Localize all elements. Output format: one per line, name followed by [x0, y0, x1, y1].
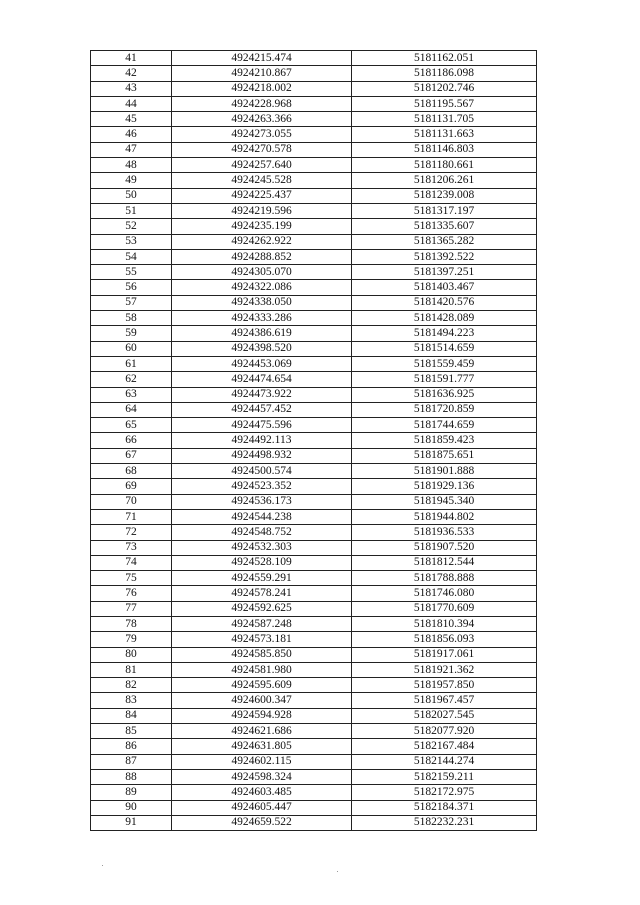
point-number-cell: 43 — [91, 81, 172, 96]
point-number-cell: 79 — [91, 632, 172, 647]
table-row — [91, 66, 537, 81]
x-coordinate-cell: 4924532.303 — [172, 540, 352, 555]
y-coordinate-cell: 5181131.705 — [352, 112, 537, 127]
y-coordinate-cell: 5182159.211 — [352, 769, 537, 784]
table-row — [91, 739, 537, 754]
point-number-cell: 91 — [91, 815, 172, 830]
y-coordinate-cell: 5182232.231 — [352, 815, 537, 830]
x-coordinate-cell: 4924492.113 — [172, 433, 352, 448]
point-number-cell: 85 — [91, 724, 172, 739]
table-row — [91, 448, 537, 463]
x-coordinate-cell: 4924548.752 — [172, 525, 352, 540]
table-row — [91, 188, 537, 203]
y-coordinate-cell: 5181967.457 — [352, 693, 537, 708]
point-number-cell: 64 — [91, 402, 172, 417]
point-number-cell: 90 — [91, 800, 172, 815]
table-row — [91, 295, 537, 310]
x-coordinate-cell: 4924398.520 — [172, 341, 352, 356]
y-coordinate-cell: 5181202.746 — [352, 81, 537, 96]
point-number-cell: 41 — [91, 51, 172, 66]
point-number-cell: 70 — [91, 494, 172, 509]
table-row — [91, 311, 537, 326]
x-coordinate-cell: 4924322.086 — [172, 280, 352, 295]
y-coordinate-cell: 5182077.920 — [352, 724, 537, 739]
point-number-cell: 44 — [91, 96, 172, 111]
point-number-cell: 75 — [91, 571, 172, 586]
x-coordinate-cell: 4924228.968 — [172, 96, 352, 111]
point-number-cell: 51 — [91, 203, 172, 218]
x-coordinate-cell: 4924595.609 — [172, 678, 352, 693]
y-coordinate-cell: 5181365.282 — [352, 234, 537, 249]
x-coordinate-cell: 4924659.522 — [172, 815, 352, 830]
point-number-cell: 87 — [91, 754, 172, 769]
y-coordinate-cell: 5181559.459 — [352, 356, 537, 371]
y-coordinate-cell: 5182172.975 — [352, 785, 537, 800]
point-number-cell: 84 — [91, 708, 172, 723]
table-row — [91, 632, 537, 647]
y-coordinate-cell: 5181957.850 — [352, 678, 537, 693]
x-coordinate-cell: 4924559.291 — [172, 571, 352, 586]
point-number-cell: 47 — [91, 142, 172, 157]
table-row — [91, 142, 537, 157]
x-coordinate-cell: 4924257.640 — [172, 158, 352, 173]
x-coordinate-cell: 4924333.286 — [172, 311, 352, 326]
x-coordinate-cell: 4924573.181 — [172, 632, 352, 647]
scan-speck — [337, 871, 338, 872]
table-row — [91, 418, 537, 433]
table-row — [91, 464, 537, 479]
y-coordinate-cell: 5181335.607 — [352, 219, 537, 234]
x-coordinate-cell: 4924475.596 — [172, 418, 352, 433]
y-coordinate-cell: 5181856.093 — [352, 632, 537, 647]
x-coordinate-cell: 4924235.199 — [172, 219, 352, 234]
table-row — [91, 647, 537, 662]
x-coordinate-cell: 4924453.069 — [172, 356, 352, 371]
y-coordinate-cell: 5181936.533 — [352, 525, 537, 540]
y-coordinate-cell: 5181944.802 — [352, 509, 537, 524]
y-coordinate-cell: 5181810.394 — [352, 616, 537, 631]
x-coordinate-cell: 4924473.922 — [172, 387, 352, 402]
x-coordinate-cell: 4924245.528 — [172, 173, 352, 188]
point-number-cell: 69 — [91, 479, 172, 494]
table-row — [91, 433, 537, 448]
y-coordinate-cell: 5181929.136 — [352, 479, 537, 494]
x-coordinate-cell: 4924578.241 — [172, 586, 352, 601]
y-coordinate-cell: 5181591.777 — [352, 372, 537, 387]
y-coordinate-cell: 5181131.663 — [352, 127, 537, 142]
y-coordinate-cell: 5181744.659 — [352, 418, 537, 433]
point-number-cell: 72 — [91, 525, 172, 540]
y-coordinate-cell: 5181720.859 — [352, 402, 537, 417]
y-coordinate-cell: 5181195.567 — [352, 96, 537, 111]
x-coordinate-cell: 4924605.447 — [172, 800, 352, 815]
y-coordinate-cell: 5181636.925 — [352, 387, 537, 402]
y-coordinate-cell: 5181945.340 — [352, 494, 537, 509]
table-row — [91, 678, 537, 693]
table-row — [91, 356, 537, 371]
table-row — [91, 265, 537, 280]
point-number-cell: 66 — [91, 433, 172, 448]
coordinates-table-body — [91, 51, 537, 831]
y-coordinate-cell: 5181901.888 — [352, 464, 537, 479]
point-number-cell: 57 — [91, 295, 172, 310]
x-coordinate-cell: 4924263.366 — [172, 112, 352, 127]
point-number-cell: 59 — [91, 326, 172, 341]
point-number-cell: 42 — [91, 66, 172, 81]
y-coordinate-cell: 5181859.423 — [352, 433, 537, 448]
table-row — [91, 785, 537, 800]
x-coordinate-cell: 4924621.686 — [172, 724, 352, 739]
table-row — [91, 555, 537, 570]
point-number-cell: 55 — [91, 265, 172, 280]
x-coordinate-cell: 4924219.596 — [172, 203, 352, 218]
x-coordinate-cell: 4924587.248 — [172, 616, 352, 631]
x-coordinate-cell: 4924338.050 — [172, 295, 352, 310]
x-coordinate-cell: 4924598.324 — [172, 769, 352, 784]
x-coordinate-cell: 4924536.173 — [172, 494, 352, 509]
x-coordinate-cell: 4924288.852 — [172, 249, 352, 264]
table-row — [91, 571, 537, 586]
y-coordinate-cell: 5182184.371 — [352, 800, 537, 815]
y-coordinate-cell: 5181907.520 — [352, 540, 537, 555]
point-number-cell: 54 — [91, 249, 172, 264]
y-coordinate-cell: 5181494.223 — [352, 326, 537, 341]
point-number-cell: 76 — [91, 586, 172, 601]
x-coordinate-cell: 4924270.578 — [172, 142, 352, 157]
point-number-cell: 65 — [91, 418, 172, 433]
table-row — [91, 616, 537, 631]
x-coordinate-cell: 4924457.452 — [172, 402, 352, 417]
table-row — [91, 51, 537, 66]
y-coordinate-cell: 5181788.888 — [352, 571, 537, 586]
y-coordinate-cell: 5181392.522 — [352, 249, 537, 264]
x-coordinate-cell: 4924581.980 — [172, 662, 352, 677]
x-coordinate-cell: 4924528.109 — [172, 555, 352, 570]
table-row — [91, 769, 537, 784]
x-coordinate-cell: 4924225.437 — [172, 188, 352, 203]
y-coordinate-cell: 5181812.544 — [352, 555, 537, 570]
x-coordinate-cell: 4924585.850 — [172, 647, 352, 662]
table-row — [91, 815, 537, 830]
y-coordinate-cell: 5181317.197 — [352, 203, 537, 218]
table-row — [91, 127, 537, 142]
y-coordinate-cell: 5181403.467 — [352, 280, 537, 295]
point-number-cell: 67 — [91, 448, 172, 463]
table-row — [91, 219, 537, 234]
table-row — [91, 173, 537, 188]
y-coordinate-cell: 5181428.089 — [352, 311, 537, 326]
point-number-cell: 80 — [91, 647, 172, 662]
point-number-cell: 73 — [91, 540, 172, 555]
point-number-cell: 86 — [91, 739, 172, 754]
y-coordinate-cell: 5181162.051 — [352, 51, 537, 66]
point-number-cell: 83 — [91, 693, 172, 708]
point-number-cell: 56 — [91, 280, 172, 295]
y-coordinate-cell: 5181875.651 — [352, 448, 537, 463]
x-coordinate-cell: 4924602.115 — [172, 754, 352, 769]
x-coordinate-cell: 4924386.619 — [172, 326, 352, 341]
y-coordinate-cell: 5181146.803 — [352, 142, 537, 157]
table-row — [91, 708, 537, 723]
y-coordinate-cell: 5181397.251 — [352, 265, 537, 280]
x-coordinate-cell: 4924262.922 — [172, 234, 352, 249]
point-number-cell: 77 — [91, 601, 172, 616]
point-number-cell: 58 — [91, 311, 172, 326]
point-number-cell: 82 — [91, 678, 172, 693]
y-coordinate-cell: 5181917.061 — [352, 647, 537, 662]
y-coordinate-cell: 5182167.484 — [352, 739, 537, 754]
table-row — [91, 800, 537, 815]
x-coordinate-cell: 4924210.867 — [172, 66, 352, 81]
table-row — [91, 280, 537, 295]
table-row — [91, 754, 537, 769]
point-number-cell: 74 — [91, 555, 172, 570]
table-row — [91, 724, 537, 739]
point-number-cell: 49 — [91, 173, 172, 188]
point-number-cell: 53 — [91, 234, 172, 249]
table-row — [91, 249, 537, 264]
table-row — [91, 525, 537, 540]
point-number-cell: 48 — [91, 158, 172, 173]
table-row — [91, 326, 537, 341]
point-number-cell: 62 — [91, 372, 172, 387]
x-coordinate-cell: 4924594.928 — [172, 708, 352, 723]
table-row — [91, 81, 537, 96]
table-row — [91, 540, 537, 555]
y-coordinate-cell: 5182027.545 — [352, 708, 537, 723]
x-coordinate-cell: 4924218.002 — [172, 81, 352, 96]
y-coordinate-cell: 5181180.661 — [352, 158, 537, 173]
x-coordinate-cell: 4924592.625 — [172, 601, 352, 616]
x-coordinate-cell: 4924523.352 — [172, 479, 352, 494]
x-coordinate-cell: 4924631.805 — [172, 739, 352, 754]
x-coordinate-cell: 4924544.238 — [172, 509, 352, 524]
coordinates-table — [90, 50, 537, 831]
table-row — [91, 693, 537, 708]
table-row — [91, 494, 537, 509]
x-coordinate-cell: 4924305.070 — [172, 265, 352, 280]
point-number-cell: 46 — [91, 127, 172, 142]
y-coordinate-cell: 5181206.261 — [352, 173, 537, 188]
y-coordinate-cell: 5182144.274 — [352, 754, 537, 769]
point-number-cell: 71 — [91, 509, 172, 524]
table-row — [91, 203, 537, 218]
table-row — [91, 387, 537, 402]
point-number-cell: 60 — [91, 341, 172, 356]
table-row — [91, 402, 537, 417]
table-row — [91, 372, 537, 387]
x-coordinate-cell: 4924273.055 — [172, 127, 352, 142]
y-coordinate-cell: 5181186.098 — [352, 66, 537, 81]
table-row — [91, 96, 537, 111]
y-coordinate-cell: 5181514.659 — [352, 341, 537, 356]
table-row — [91, 158, 537, 173]
point-number-cell: 89 — [91, 785, 172, 800]
y-coordinate-cell: 5181921.362 — [352, 662, 537, 677]
point-number-cell: 63 — [91, 387, 172, 402]
point-number-cell: 45 — [91, 112, 172, 127]
table-row — [91, 662, 537, 677]
table-row — [91, 234, 537, 249]
y-coordinate-cell: 5181420.576 — [352, 295, 537, 310]
table-row — [91, 479, 537, 494]
point-number-cell: 50 — [91, 188, 172, 203]
point-number-cell: 78 — [91, 616, 172, 631]
x-coordinate-cell: 4924500.574 — [172, 464, 352, 479]
table-row — [91, 601, 537, 616]
y-coordinate-cell: 5181239.008 — [352, 188, 537, 203]
x-coordinate-cell: 4924215.474 — [172, 51, 352, 66]
table-row — [91, 509, 537, 524]
point-number-cell: 68 — [91, 464, 172, 479]
point-number-cell: 52 — [91, 219, 172, 234]
x-coordinate-cell: 4924600.347 — [172, 693, 352, 708]
x-coordinate-cell: 4924498.932 — [172, 448, 352, 463]
table-row — [91, 341, 537, 356]
scan-speck — [102, 865, 103, 866]
x-coordinate-cell: 4924603.485 — [172, 785, 352, 800]
x-coordinate-cell: 4924474.654 — [172, 372, 352, 387]
table-row — [91, 586, 537, 601]
y-coordinate-cell: 5181770.609 — [352, 601, 537, 616]
point-number-cell: 61 — [91, 356, 172, 371]
point-number-cell: 88 — [91, 769, 172, 784]
point-number-cell: 81 — [91, 662, 172, 677]
table-row — [91, 112, 537, 127]
y-coordinate-cell: 5181746.080 — [352, 586, 537, 601]
